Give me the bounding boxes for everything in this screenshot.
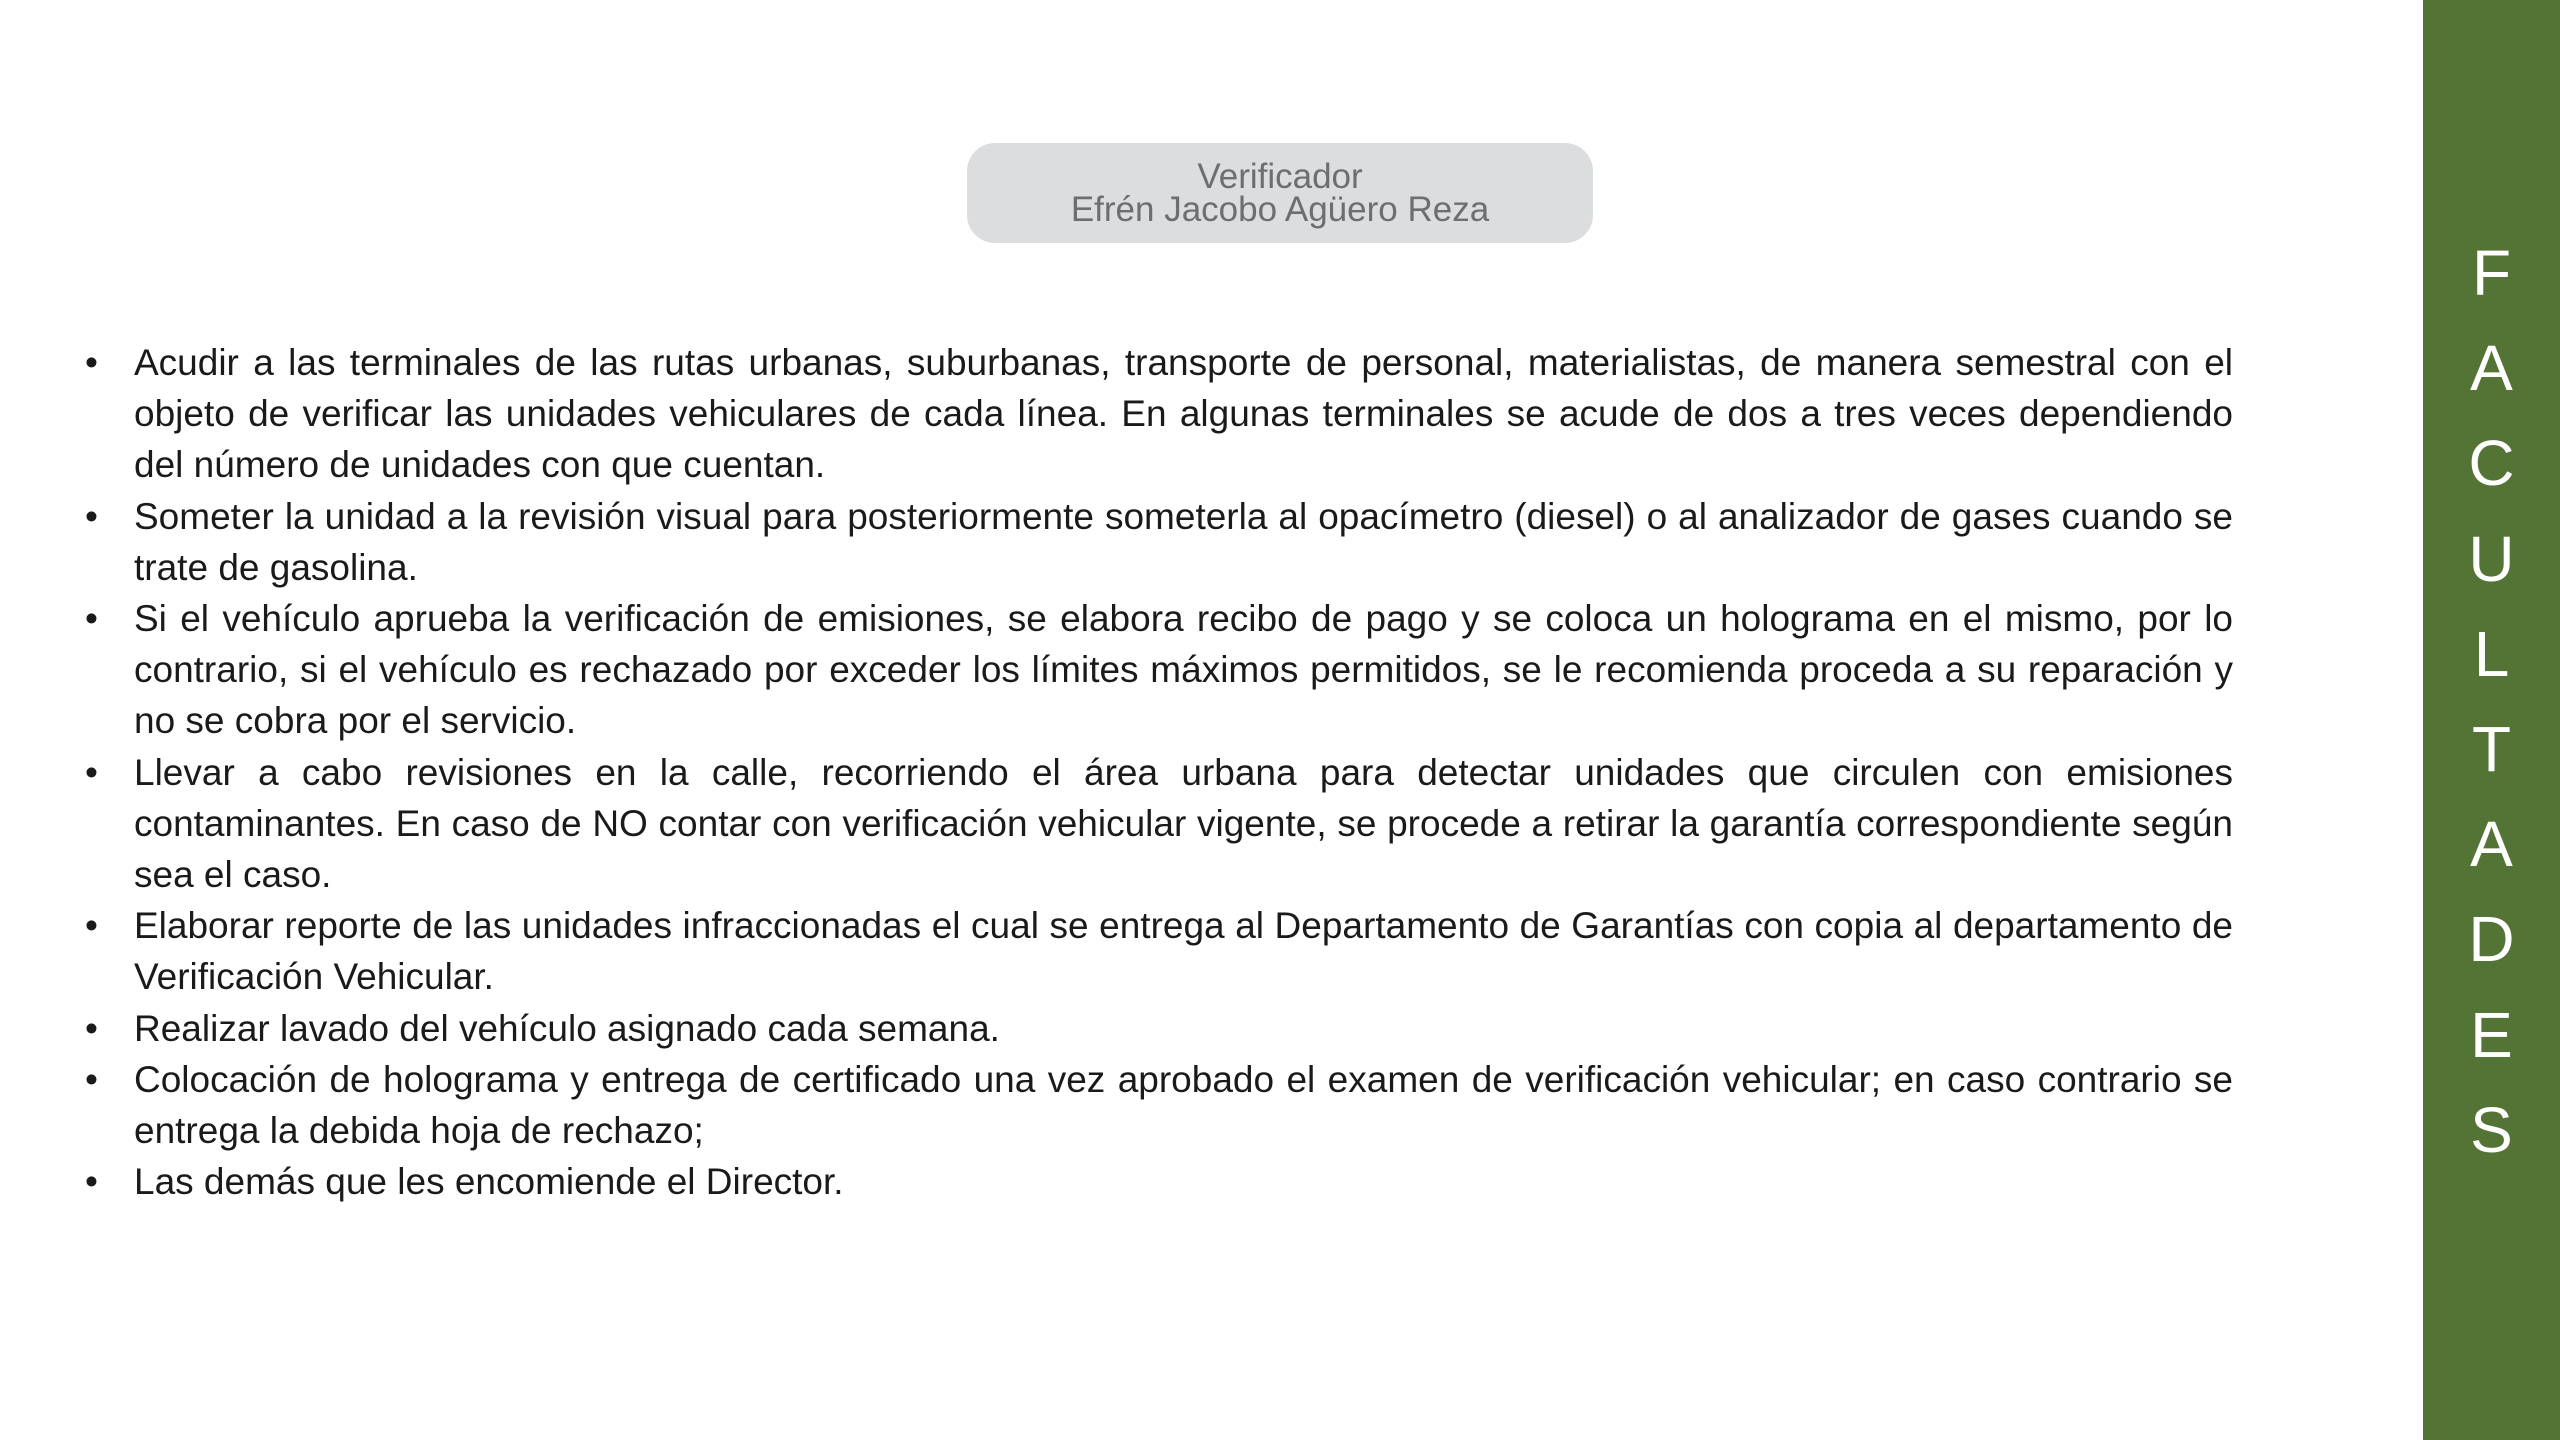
- bullet-icon: •: [85, 905, 98, 947]
- sidebar-letter: A: [2470, 332, 2513, 405]
- bullet-icon: •: [85, 1007, 98, 1049]
- bullet-icon: •: [85, 1161, 98, 1203]
- duty-text: Si el vehículo aprueba la verificación de emisiones, se elabora recibo de pago y se coloca un holograma en el mismo, por lo contrario, si el vehículo es rechazado por exceder los límites máximos permitidos, se le recomienda proceda a su reparación y no se cobra por el servicio.: [134, 598, 2233, 742]
- sidebar-letter: L: [2473, 617, 2510, 690]
- position-header-box: [967, 143, 1593, 243]
- duty-text: Llevar a cabo revisiones en la calle, recorriendo el área urbana para detectar unidades que circulen con emisiones contaminantes. En caso de NO contar con verificación vehicular vigente, se procede a retirar la garantía correspondiente según sea el caso.: [134, 751, 2233, 896]
- sidebar-letter: C: [2468, 427, 2515, 500]
- bullet-icon: •: [85, 495, 98, 537]
- duty-item: [85, 1054, 2233, 1156]
- sidebar-letter: A: [2470, 808, 2513, 881]
- duty-item: [85, 1003, 2233, 1054]
- bullet-icon: •: [85, 342, 98, 383]
- duty-item: [85, 747, 2233, 901]
- sidebar-letter: D: [2468, 903, 2515, 976]
- duty-text: Realizar lavado del vehículo asignado cada semana.: [134, 1007, 1000, 1049]
- sidebar-letter: T: [2471, 713, 2512, 786]
- sidebar-vertical-title: [2423, 226, 2560, 1178]
- bullet-icon: •: [85, 1058, 98, 1100]
- duty-text: Colocación de holograma y entrega de certificado una vez aprobado el examen de verificación vehicular; en caso contrario se entrega la debida hoja de rechazo;: [134, 1058, 2233, 1152]
- duty-text: Elaborar reporte de las unidades infraccionadas el cual se entrega al Departamento de Garantías con copia al departamento de Verificación Vehicular.: [134, 905, 2233, 998]
- position-holder-name: Efrén Jacobo Agüero Reza: [1070, 190, 1490, 229]
- sidebar-letter: F: [2471, 237, 2512, 309]
- sidebar-letter: U: [2468, 522, 2515, 595]
- sidebar-letter: E: [2470, 998, 2513, 1071]
- duties-list: [85, 337, 2233, 1207]
- bullet-icon: •: [85, 751, 98, 793]
- duty-item: [85, 900, 2233, 1002]
- duty-text: Acudir a las terminales de las rutas urbanas, suburbanas, transporte de personal, materialistas, de manera semestral con el objeto de verificar las unidades vehiculares de cada línea. En algunas terminales se acude de dos a tres veces dependiendo del número de unidades con que cuentan.: [134, 342, 2233, 486]
- position-role: Verificador: [1197, 157, 1363, 196]
- duty-item: [85, 593, 2233, 747]
- sidebar-letter: S: [2470, 1093, 2513, 1166]
- duty-text: Someter la unidad a la revisión visual para posteriormente someterla al opacímetro (diesel) o al analizador de gases cuando se trate de gasolina.: [134, 495, 2233, 588]
- duty-text: Las demás que les encomiende el Director.: [134, 1161, 844, 1203]
- duty-item: [85, 491, 2233, 593]
- bullet-icon: •: [85, 598, 98, 640]
- duty-item: [85, 1156, 2233, 1207]
- facultades-sidebar: [2423, 0, 2560, 1440]
- duty-item: [85, 337, 2233, 491]
